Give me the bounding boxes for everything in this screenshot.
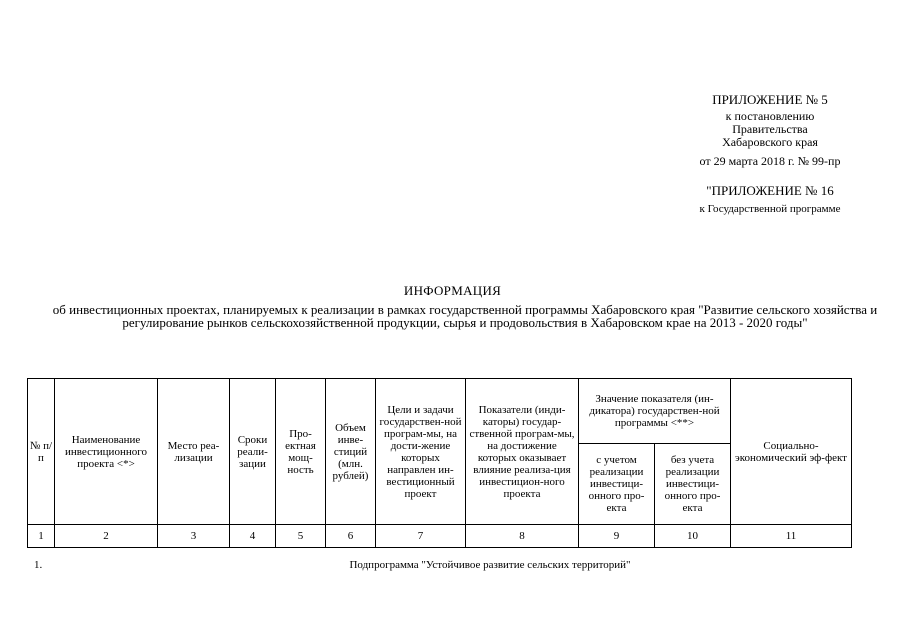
appendix-date-number: от 29 марта 2018 г. № 99-пр (699, 154, 841, 168)
column-number: 4 (230, 525, 276, 548)
document-subtitle: об инвестиционных проектах, планируемых к реализации в рамках государственной программы Хабаровского края "Развитие сельского хозяйства и регулирование рынков сельскохозяйственной продукции, сырья и продовольствия в Хабаровском крае на 2013 - 2020 годы" (52, 302, 878, 330)
column-number: 5 (276, 525, 326, 548)
column-number: 7 (376, 525, 466, 548)
header-project-name: Наименование инвестиционного проекта <*> (55, 379, 158, 525)
header-without-project: без учета реализации инвестици-онного про-екта (655, 444, 731, 525)
header-location: Место реа-лизации (158, 379, 230, 525)
appendix-ref-title: "ПРИЛОЖЕНИЕ № 16 (706, 183, 834, 198)
header-capacity: Про-ектная мощ-ность (276, 379, 326, 525)
subprogram-index: 1. (34, 559, 43, 571)
appendix-region: Хабаровского края (722, 135, 818, 149)
header-row-number: № п/п (28, 379, 55, 525)
appendix-ref-to-program: к Государственной программе (699, 203, 841, 215)
header-with-project: с учетом реализации инвестици-онного про-екта (579, 444, 655, 525)
header-goals: Цели и задачи государствен-ной програм-мы, на дости-жение которых направлен ин-вестиционный проект (376, 379, 466, 525)
appendix-title: ПРИЛОЖЕНИЕ № 5 (712, 92, 828, 107)
investment-projects-table (27, 378, 852, 548)
column-number: 11 (731, 525, 852, 548)
appendix-to-resolution: к постановлению (725, 109, 815, 123)
column-number: 6 (326, 525, 376, 548)
header-social-effect: Социально-экономический эф-фект (731, 379, 852, 525)
column-number: 9 (579, 525, 655, 548)
header-indicators: Показатели (инди-каторы) государ-ственной програм-мы, на достижение которых оказывает влияние реализа-ция инвестицион-ного проекта (466, 379, 579, 525)
column-number: 1 (28, 525, 55, 548)
appendix-government: Правительства (732, 122, 808, 136)
column-number: 3 (158, 525, 230, 548)
header-timeframe: Сроки реали-зации (230, 379, 276, 525)
subprogram-title: Подпрограмма "Устойчивое развитие сельских территорий" (349, 559, 631, 571)
column-number: 10 (655, 525, 731, 548)
column-number: 8 (466, 525, 579, 548)
column-number: 2 (55, 525, 158, 548)
header-indicator-value-group: Значение показателя (ин-дикатора) государствен-ной программы <**> (579, 379, 731, 444)
header-investment-volume: Объем инве-стиций (млн. рублей) (326, 379, 376, 525)
document-title: ИНФОРМАЦИЯ (403, 283, 502, 298)
